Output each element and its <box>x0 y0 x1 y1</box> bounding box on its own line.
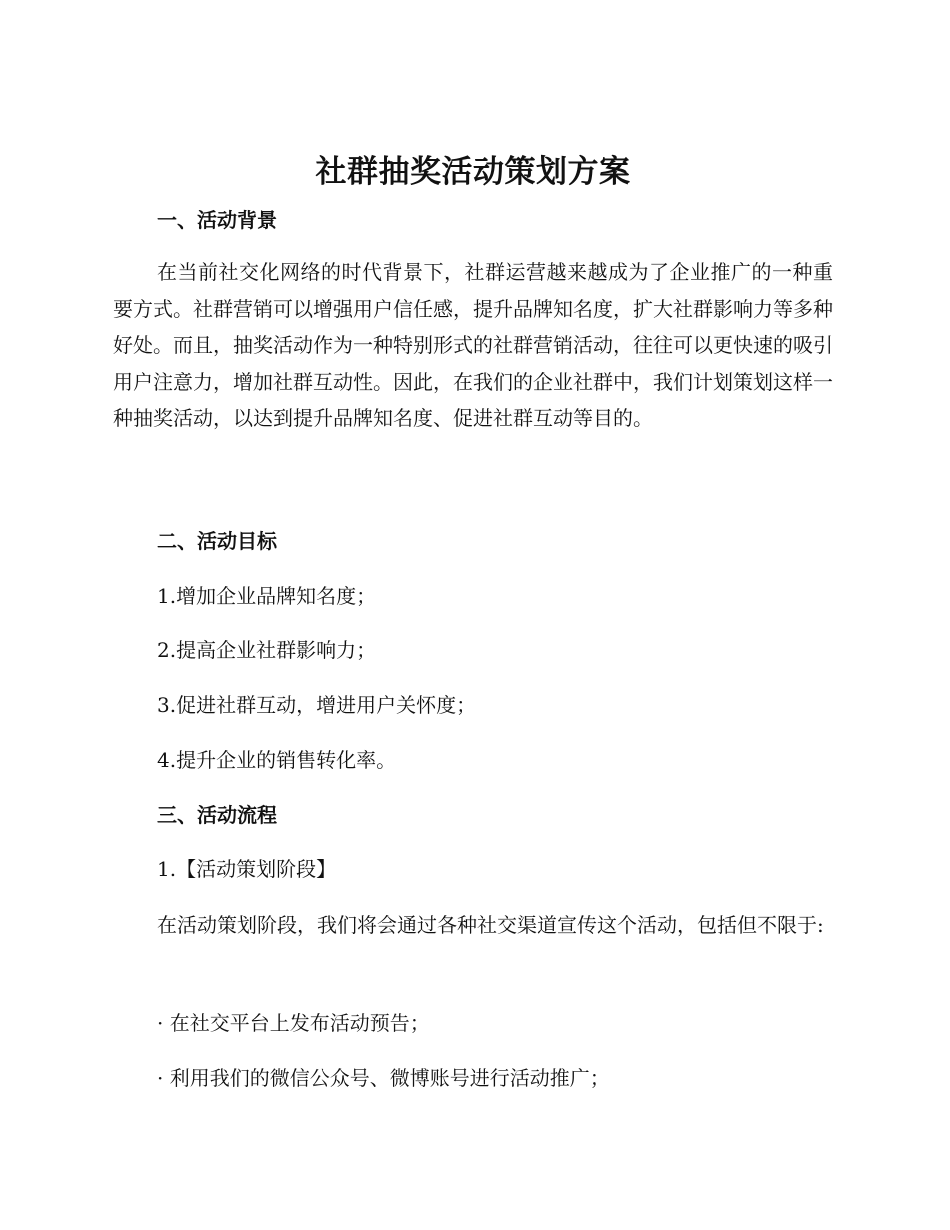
document-title: 社群抽奖活动策划方案 <box>315 154 631 190</box>
bullet-item: · 在社交平台上发布活动预告； <box>157 1011 430 1035</box>
process-subheading: 1.【活动策划阶段】 <box>157 857 337 881</box>
goal-item: 3.促进社群互动，增进用户关怀度； <box>157 693 477 717</box>
background-paragraph: 在当前社交化网络的时代背景下，社群运营越来越成为了企业推广的一种重要方式。社群营销可以增强用户信任感，提升品牌知名度，扩大社群影响力等多种好处。而且，抽奖活动作为一种特别形式的社群营销活动，往往可以更快速的吸引用户注意力，增加社群互动性。因此，在我们的企业社群中，我们计划策划这样一种抽奖活动，以达到提升品牌知名度、促进社群互动等目的。 <box>113 260 833 430</box>
process-paragraph: 在活动策划阶段，我们将会通过各种社交渠道宣传这个活动，包括但不限于: <box>157 913 824 937</box>
section-heading-background: 一、活动背景 <box>157 208 277 232</box>
section-heading-goals: 二、活动目标 <box>157 529 277 553</box>
document-page <box>113 0 833 1230</box>
section-heading-process: 三、活动流程 <box>157 803 277 827</box>
goal-item: 1.增加企业品牌知名度； <box>157 584 377 608</box>
goal-item: 4.提升企业的销售转化率。 <box>157 748 397 772</box>
goal-item: 2.提高企业社群影响力； <box>157 638 377 662</box>
bullet-item: · 利用我们的微信公众号、微博账号进行活动推广； <box>157 1066 610 1090</box>
